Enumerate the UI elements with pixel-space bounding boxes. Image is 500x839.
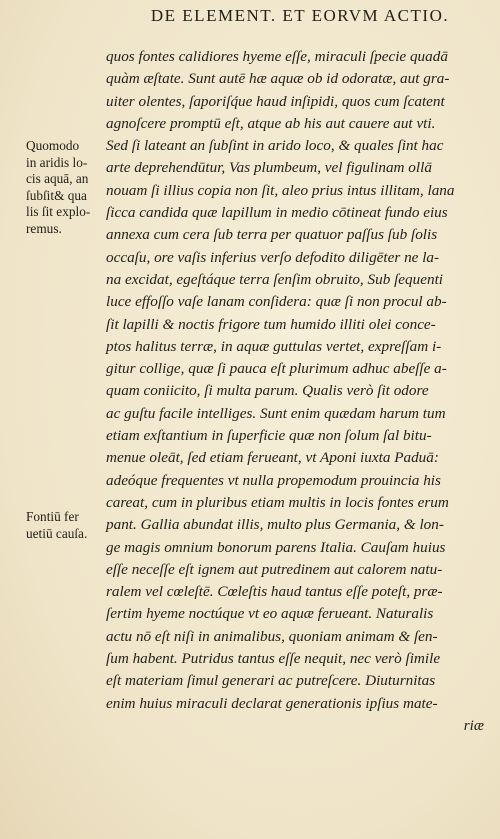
text-line: pant. Gallia abundat illis, multo plus Germania, & lon-	[106, 516, 444, 534]
margin-note-line: remus.	[26, 220, 62, 236]
text-line: actu nō eſt niſi in animalibus, quoniam animam & ſen-	[106, 627, 438, 645]
text-line: gitur collige, quæ ſi pauca eſt plurimum adhuc abeſſe a-	[106, 360, 447, 378]
text-line: quos fontes calidiores hyeme eſſe, miraculi ſpecie quadā	[106, 48, 448, 65]
text-line: uiter olentes, ſaporiſq́ue haud inſipidi, quos cum ſcatent	[106, 92, 445, 110]
text-line: Sed ſi lateant an ſubſint in arido loco, & quales ſint hac	[106, 137, 444, 155]
text-line: ralem vel cœleſtē. Cœleſtis haud tantus eſſe poteſt, præ-	[106, 583, 443, 601]
text-line: quam coniicito, ſi multa parum. Qualis verò ſit odore	[106, 382, 429, 400]
text-line: ſicca candida quæ lapillum in medio cōtineat fundo eius	[106, 204, 448, 222]
text-line: ſum habent. Putridus tantus eſſe nequit, nec verò ſimile	[106, 650, 441, 668]
text-line: ptos halitus terræ, in aquæ guttulas vertet, expreſſam i-	[106, 337, 442, 355]
margin-note-line: Quomodo	[26, 138, 80, 153]
text-line: menue oleāt, ſed etiam ferueant, vt Aponi iuxta Paduā:	[106, 449, 439, 467]
running-header: DE ELEMENT. ET EORVM ACTIO.	[150, 6, 450, 25]
text-line: occaſu, ore vaſis inferius verſo defodito diligēter ne la-	[106, 248, 440, 266]
text-line: nouam ſi illius copia non ſit, aleo prius intus illitam, lana	[106, 181, 455, 199]
text-line: agnoſcere promptū eſt, atque ab his aut cauere aut vti.	[106, 114, 436, 132]
margin-note-line: Fontiū fer	[26, 509, 79, 524]
margin-note-line: uetiū cauſa.	[26, 525, 88, 541]
margin-note-2	[26, 509, 108, 542]
text-line: ge magis omnium bonorum parens Italia. Cauſam huius	[106, 538, 446, 556]
text-line: eſſe neceſſe eſt ignem aut putredinem aut calorem natu-	[106, 560, 443, 578]
text-line: annexa cum cera ſub terra per quatuor paſſus ſub ſolis	[106, 226, 438, 244]
margin-note-1	[26, 138, 108, 238]
text-line: careat, cum in pluribus etiam multis in locis fontes erum	[106, 493, 449, 511]
text-line: adeóque frequentes vt nulla propemodum prouincia his	[106, 471, 441, 489]
text-line: ſertim hyeme noctúque vt eo aquæ ferueant. Naturalis	[106, 605, 434, 623]
text-line: eſt materiam ſimul generari ac putreſcere. Diuturnitas	[106, 672, 436, 690]
margin-note-line: cis aquā, an	[26, 171, 89, 187]
text-line: ſit lapilli & noctis frigore tum humido illiti olei conce-	[106, 315, 436, 333]
text-line: ac guſtu facile intelliges. Sunt enim quædam harum tum	[106, 404, 446, 422]
text-line: luce effoſſo vaſe lanam conſidera: quæ ſi non procul ab-	[106, 293, 447, 311]
body-text	[106, 46, 496, 737]
text-line: quàm æſtate. Sunt autē hæ aquæ ob id odoratæ, aut gra-	[106, 70, 450, 88]
margin-note-line: ſubſit& qua	[26, 187, 87, 203]
text-line: na excidat, egeſtáque terra ſenſim obruito, Sub ſequenti	[106, 270, 444, 288]
margin-note-line: lis ſit explo-	[26, 204, 91, 220]
text-line: enim huius miraculi declarat generationis ipſius mate-	[106, 694, 438, 712]
margin-note-line: in aridis lo-	[26, 154, 88, 170]
text-line: etiam exſtantium in ſuperficie quæ non ſolum ſal bitu-	[106, 427, 432, 445]
text-line: arte deprehendūtur, Vas plumbeum, vel figulinam ollā	[106, 159, 432, 177]
catchword: riæ	[463, 716, 484, 734]
